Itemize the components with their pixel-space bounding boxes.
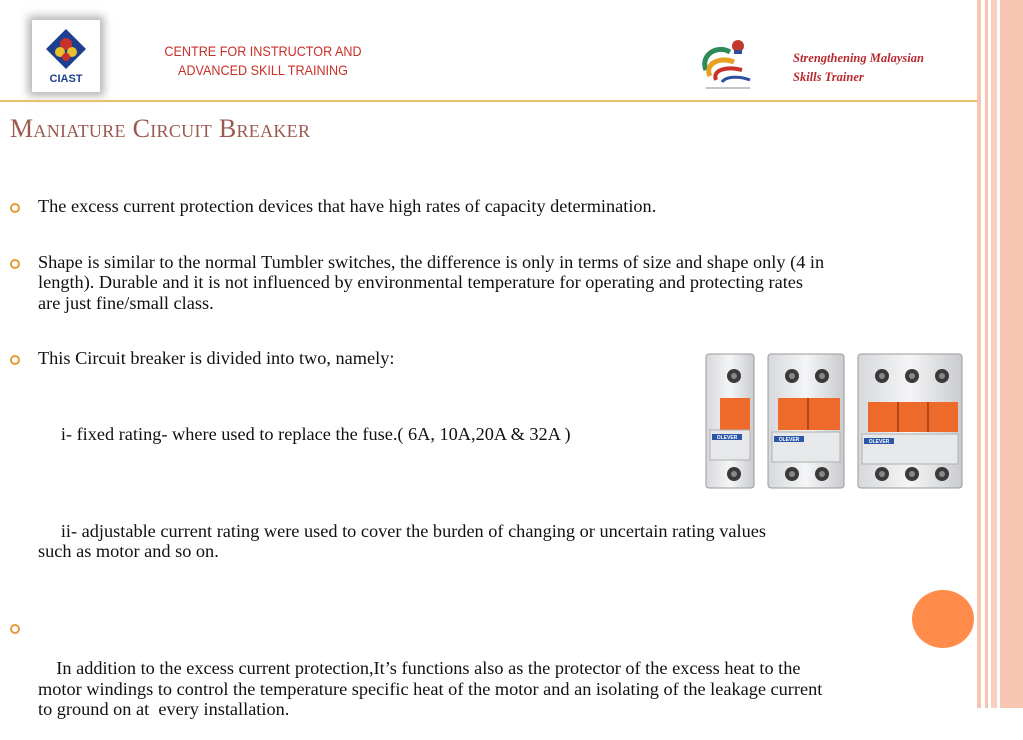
circuit-breakers-image (702, 350, 966, 492)
bullet-icon (10, 203, 20, 213)
breaker-brand-label: OLEVER (868, 439, 890, 445)
centre-name (152, 42, 373, 80)
centre-name-line2: ADVANCED SKILL TRAINING (178, 62, 348, 78)
ciast-logo-text: CIAST (49, 73, 83, 85)
header-divider (0, 100, 977, 102)
centre-name-line1: CENTRE FOR INSTRUCTOR AND (164, 43, 362, 59)
breaker-brand-label: OLEVER (716, 435, 738, 441)
paragraph-text: In addition to the excess current protection,It’s functions also as the protector of the excess heat to the motor windings to control the temperature specific heat of the motor and an isolating of the leakage current to ground on at every installation. (38, 658, 827, 719)
tagline-line1: Strengthening Malaysian (793, 51, 924, 65)
breaker-1-pole (706, 354, 754, 488)
paragraph-text: This Circuit breaker is divided into two, namely: (38, 348, 395, 368)
slide-title: Maniature Circuit Breaker (10, 114, 311, 143)
bullet-icon (10, 624, 20, 634)
paragraph-text: The excess current protection devices that have high rates of capacity determination. (38, 196, 657, 216)
breaker-brand-label: OLEVER (778, 437, 800, 443)
side-stripes (977, 0, 1023, 708)
breaker-3-pole (858, 354, 962, 488)
ciast-logo (32, 20, 100, 92)
bullet-paragraph-4 (10, 617, 830, 740)
bullet-paragraph-2 (10, 252, 828, 314)
sub-paragraph-adjustable (10, 500, 778, 582)
ministry-logo (696, 36, 758, 92)
tagline (793, 49, 963, 87)
bullet-paragraph-1 (10, 196, 830, 217)
bullet-icon (10, 355, 20, 365)
paragraph-text: ii- adjustable current rating were used to cover the burden of changing or uncertain rating values such as motor and so on. (38, 520, 771, 561)
bullet-icon (10, 259, 20, 269)
tagline-line2: Skills Trainer (793, 70, 864, 84)
paragraph-text: Shape is similar to the normal Tumbler switches, the difference is only in terms of size and shape only (4 in length). Durable and it is not influenced by environmental temperature for operating and protecting rates are just fine/small class. (38, 251, 825, 313)
paragraph-text: i- fixed rating- where used to replace the fuse.( 6A, 10A,20A & 32A ) (56, 424, 571, 444)
breaker-2-pole (768, 354, 844, 488)
decorative-circle (912, 590, 974, 648)
